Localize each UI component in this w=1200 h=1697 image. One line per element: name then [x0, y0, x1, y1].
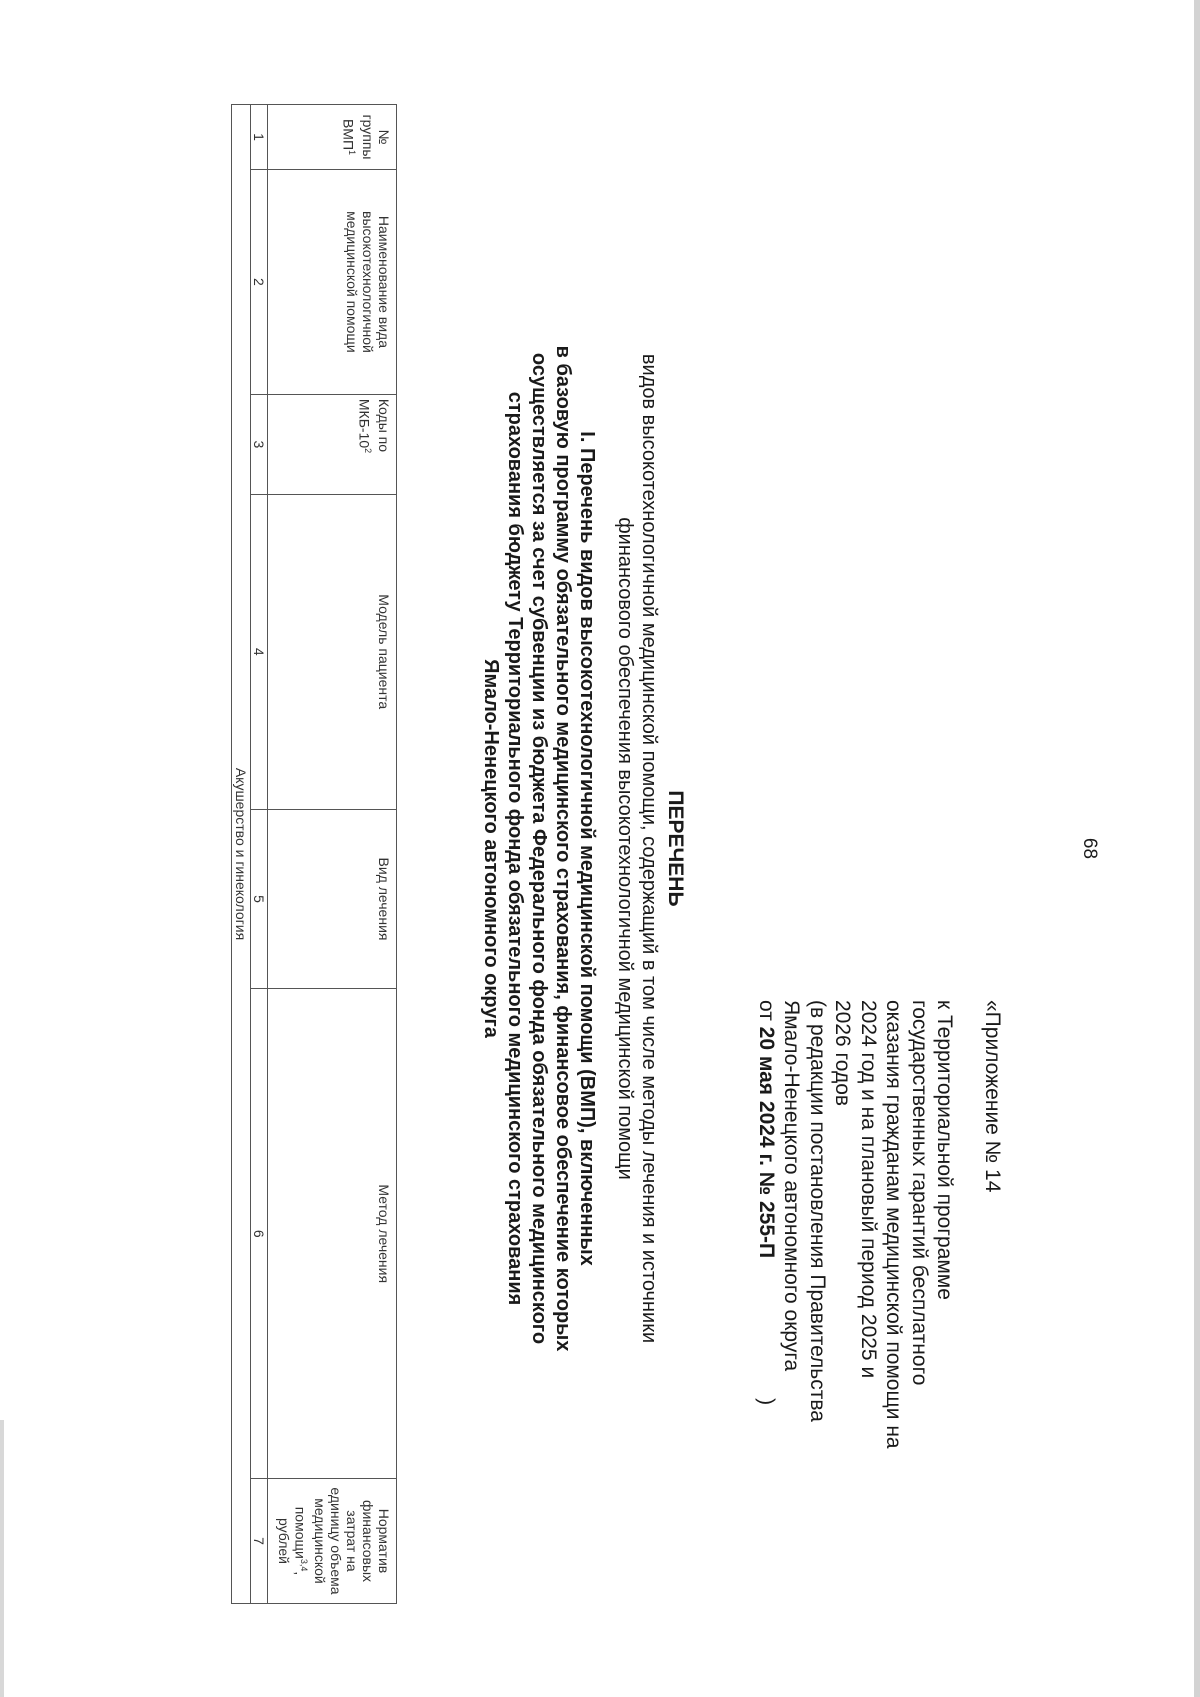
section-heading-cell: Акушерство и гинекология — [232, 105, 251, 1604]
page-number: 68 — [1079, 837, 1100, 860]
appendix-line: 2026 годов — [831, 1000, 855, 1107]
section-title-line: Ямало-Ненецкого автономного округа — [480, 659, 502, 1038]
subtitle-line: финансового обеспечения высокотехнологичной медицинской помощи — [614, 517, 636, 1180]
section-title — [479, 20, 599, 1677]
appendix-title: «Приложение № 14 — [981, 1000, 1004, 1193]
header-patient-model: Модель пациента — [268, 494, 397, 809]
column-number: 7 — [251, 1478, 268, 1603]
column-number: 4 — [251, 494, 268, 809]
section-title-line: осуществляется за счет субвенции из бюджета Федерального фонда обязательного медицинского — [528, 352, 550, 1345]
heading-block — [479, 20, 688, 1677]
table-section-row — [232, 105, 251, 1604]
table-header-row — [268, 105, 397, 1604]
column-number: 3 — [251, 394, 268, 494]
section-title-line: I. Перечень видов высокотехнологичной медицинской помощи (ВМП), включенных — [576, 431, 598, 1266]
appendix-line: (в редакции постановления Правительства — [806, 1000, 829, 1422]
table-number-row — [251, 105, 268, 1604]
column-number: 6 — [251, 989, 268, 1479]
header-group-number: № группы ВМП$^1$ — [268, 105, 397, 170]
column-number: 2 — [251, 169, 268, 394]
column-number: 5 — [251, 809, 268, 989]
appendix-block — [754, 1000, 1006, 1650]
document-title: ПЕРЕЧЕНЬ — [664, 790, 687, 907]
header-vmp-name: Наименование вида высокотехнологичной медицинской помощи — [268, 169, 397, 394]
vmp-table — [231, 104, 397, 1604]
column-number: 1 — [251, 105, 268, 170]
section-title-line: в базовую программу обязательного медицинского страхования, финансовое обеспечение которых — [552, 345, 574, 1352]
section-title-line: страхования бюджету Территориального фонда обязательного медицинского страхования — [504, 391, 526, 1306]
header-treatment-method: Метод лечения — [268, 989, 397, 1479]
header-treatment-type: Вид лечения — [268, 809, 397, 989]
document-subtitle — [613, 20, 661, 1677]
appendix-date-prefix: от — [755, 1000, 778, 1027]
header-cost-standard: Норматив финансовых затрат на единицу объема медицинской помощи$^{3,4}$, рублей — [268, 1478, 397, 1603]
appendix-date: 20 мая 2024 г. № 255-П — [755, 1026, 778, 1259]
appendix-line: 2024 год и на плановый период 2025 и — [857, 1000, 880, 1379]
subtitle-line: видов высокотехнологичной медицинской помощи, содержащий в том числе методы лечения и источники — [638, 353, 660, 1344]
appendix-line: Ямало-Ненецкого автономного округа — [780, 1000, 804, 1372]
appendix-close-paren: ) — [755, 1398, 778, 1406]
appendix-line: к Территориальной программе — [933, 1000, 957, 1300]
appendix-line: оказания гражданам медицинской помощи на — [882, 1000, 906, 1449]
header-icd-codes: Коды по МКБ-$10^2$ — [268, 394, 397, 494]
appendix-line: государственных гарантий бесплатного — [908, 1000, 931, 1386]
appendix-date-line — [754, 1000, 780, 1650]
